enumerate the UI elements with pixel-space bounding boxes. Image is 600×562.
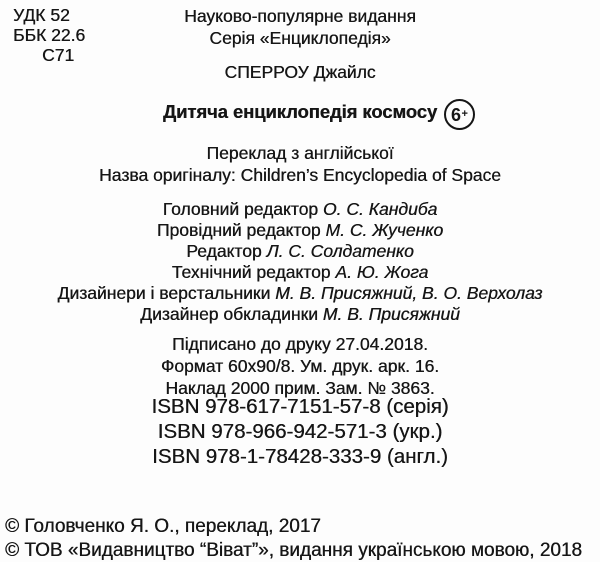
credit-line bbox=[0, 241, 600, 262]
series-name: Серія «Енциклопедія» bbox=[209, 28, 391, 48]
credit-role: Дизайнери і верстальники bbox=[57, 283, 271, 303]
credit-line bbox=[0, 304, 600, 325]
author-name: СПЕРРОУ Джайлс bbox=[224, 62, 376, 82]
age-rating-plus: + bbox=[461, 108, 468, 120]
credits-block bbox=[0, 199, 600, 325]
author-sign: С71 bbox=[42, 45, 75, 65]
credit-person: Л. С. Солдатенко bbox=[266, 241, 414, 261]
print-info-block bbox=[0, 333, 600, 399]
credit-role: Редактор bbox=[186, 241, 262, 261]
isbn-ukrainian: ISBN 978-966-942-571-3 (укр.) bbox=[157, 420, 443, 443]
credit-line bbox=[0, 199, 600, 220]
credit-person: А. Ю. Жога bbox=[335, 262, 429, 282]
original-title: Назва оригіналу: Children’s Encyclopedia of Space bbox=[99, 165, 501, 185]
credit-person: М. В. Присяжний bbox=[322, 304, 460, 324]
credit-role: Дизайнер обкладинки bbox=[140, 304, 318, 324]
credit-role: Головний редактор bbox=[162, 199, 319, 219]
isbn-series: ISBN 978-617-7151-57-8 (серія) bbox=[151, 395, 449, 418]
edition-header bbox=[0, 5, 600, 49]
translation-note: Переклад з англійської bbox=[206, 143, 394, 163]
book-title: Дитяча енциклопедія космосу bbox=[162, 101, 438, 122]
age-rating-badge bbox=[444, 99, 475, 130]
copyright-publisher: © ТОВ «Видавництво “Віват”», видання українською мовою, 2018 bbox=[5, 540, 582, 561]
credit-line bbox=[0, 262, 600, 283]
translation-block bbox=[0, 142, 600, 186]
print-circulation: Наклад 2000 прим. Зам. № 3863. bbox=[165, 378, 435, 398]
print-signed-date: Підписано до друку 27.04.2018. bbox=[172, 334, 428, 354]
credit-role: Провідний редактор bbox=[156, 220, 321, 240]
isbn-english: ISBN 978-1-78428-333-9 (англ.) bbox=[152, 445, 448, 468]
credit-person: О. С. Кандиба bbox=[322, 199, 438, 219]
age-rating-digit: 6 bbox=[451, 105, 462, 125]
credit-person: М. С. Жученко bbox=[325, 220, 444, 240]
udk-number: УДК 52 bbox=[13, 5, 70, 25]
bbk-number: ББК 22.6 bbox=[13, 25, 86, 45]
credit-person: М. В. Присяжний, В. О. Верхолаз bbox=[275, 283, 543, 303]
copyright-translator: © Головченко Я. О., переклад, 2017 bbox=[5, 516, 321, 537]
copyright-block bbox=[5, 515, 582, 562]
edition-type: Науково-популярне видання bbox=[184, 6, 416, 26]
credit-line bbox=[0, 283, 600, 304]
credit-role: Технічний редактор bbox=[171, 262, 331, 282]
isbn-block bbox=[0, 394, 600, 469]
credit-line bbox=[0, 220, 600, 241]
print-format: Формат 60х90/8. Ум. друк. арк. 16. bbox=[160, 356, 440, 376]
